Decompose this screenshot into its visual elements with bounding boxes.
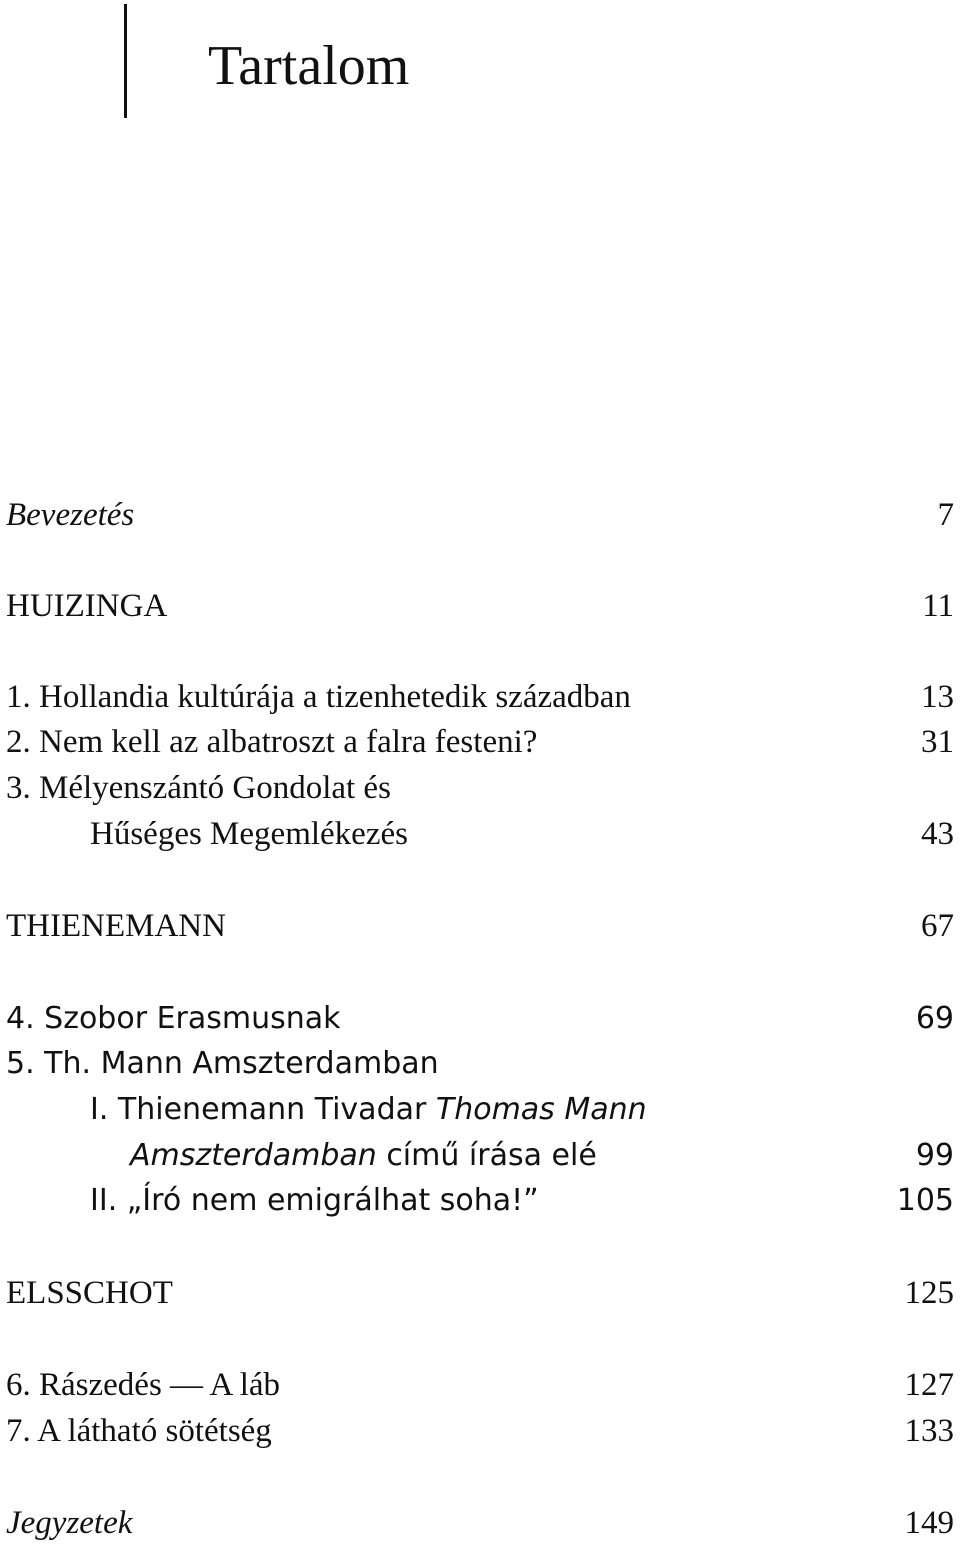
toc-entry-3-cont xyxy=(6,812,954,856)
toc-entry-5-i xyxy=(6,1088,954,1132)
toc-entry-page: 11 xyxy=(922,588,954,624)
toc-entry-label: 7. A látható sötétség xyxy=(6,1413,272,1449)
toc-entry-label: Hűséges Megemlékezés xyxy=(90,816,408,852)
toc-entry-page: 7 xyxy=(937,497,954,533)
toc-entry-page: 133 xyxy=(904,1413,954,1449)
toc-entry-page: 105 xyxy=(896,1183,954,1218)
toc-entry-page: 67 xyxy=(921,908,954,944)
toc-entry-7 xyxy=(6,1409,954,1453)
toc-section-huizinga xyxy=(6,584,954,628)
page-title: Tartalom xyxy=(208,35,410,97)
toc-entry-page: 99 xyxy=(915,1138,954,1173)
toc-entry-4 xyxy=(6,997,954,1041)
toc-entry-page: 13 xyxy=(921,679,954,715)
toc-entry-6 xyxy=(6,1363,954,1407)
toc-entry-label: 6. Rászedés — A láb xyxy=(6,1367,281,1403)
toc-entry-label-roman: I. Thienemann Tivadar xyxy=(90,1092,436,1127)
toc-entry-label: 4. Szobor Erasmusnak xyxy=(6,1001,341,1036)
toc-entry-label xyxy=(130,1134,597,1178)
toc-entry-label: 5. Th. Mann Amszterdamban xyxy=(6,1046,439,1081)
toc-entry-label: II. „Író nem emigrálhat soha!” xyxy=(90,1183,539,1218)
toc-entry-label-roman: című írása elé xyxy=(376,1138,597,1173)
toc-entry-label: 2. Nem kell az albatroszt a falra festeni? xyxy=(6,724,538,760)
title-rule xyxy=(124,4,127,118)
toc-entry-label: Jegyzetek xyxy=(6,1505,133,1541)
toc-entry-page: 127 xyxy=(904,1367,954,1403)
toc-entry-label: 3. Mélyenszántó Gondolat és xyxy=(6,770,391,806)
toc-entry-page: 43 xyxy=(921,816,954,852)
toc-entry-page: 125 xyxy=(904,1275,954,1311)
toc-entry-notes xyxy=(6,1501,954,1545)
toc-entry-page: 69 xyxy=(915,1001,954,1036)
toc-entry-page: 149 xyxy=(904,1505,954,1541)
toc-entry-5 xyxy=(6,1042,954,1086)
toc-entry-label: HUIZINGA xyxy=(6,588,168,624)
toc-entry-5-i-cont xyxy=(6,1134,954,1178)
toc-entry-2 xyxy=(6,720,954,764)
toc-entry-label: THIENEMANN xyxy=(6,908,226,944)
toc-entry-3 xyxy=(6,766,954,810)
toc-entry-label xyxy=(90,1088,647,1132)
toc-entry-label-italic: Thomas Mann xyxy=(435,1092,647,1127)
toc-entry-page: 31 xyxy=(921,724,954,760)
toc-entry-label: 1. Hollandia kultúrája a tizenhetedik században xyxy=(6,679,631,715)
toc-entry-introduction xyxy=(6,493,954,537)
toc-section-elsschot xyxy=(6,1271,954,1315)
toc-entry-1 xyxy=(6,675,954,719)
toc-entry-label: ELSSCHOT xyxy=(6,1275,173,1311)
toc-entry-label: Bevezetés xyxy=(6,497,135,533)
toc-entry-5-ii xyxy=(6,1179,954,1223)
toc-section-thienemann xyxy=(6,904,954,948)
toc-entry-label-italic: Amszterdamban xyxy=(130,1138,377,1173)
